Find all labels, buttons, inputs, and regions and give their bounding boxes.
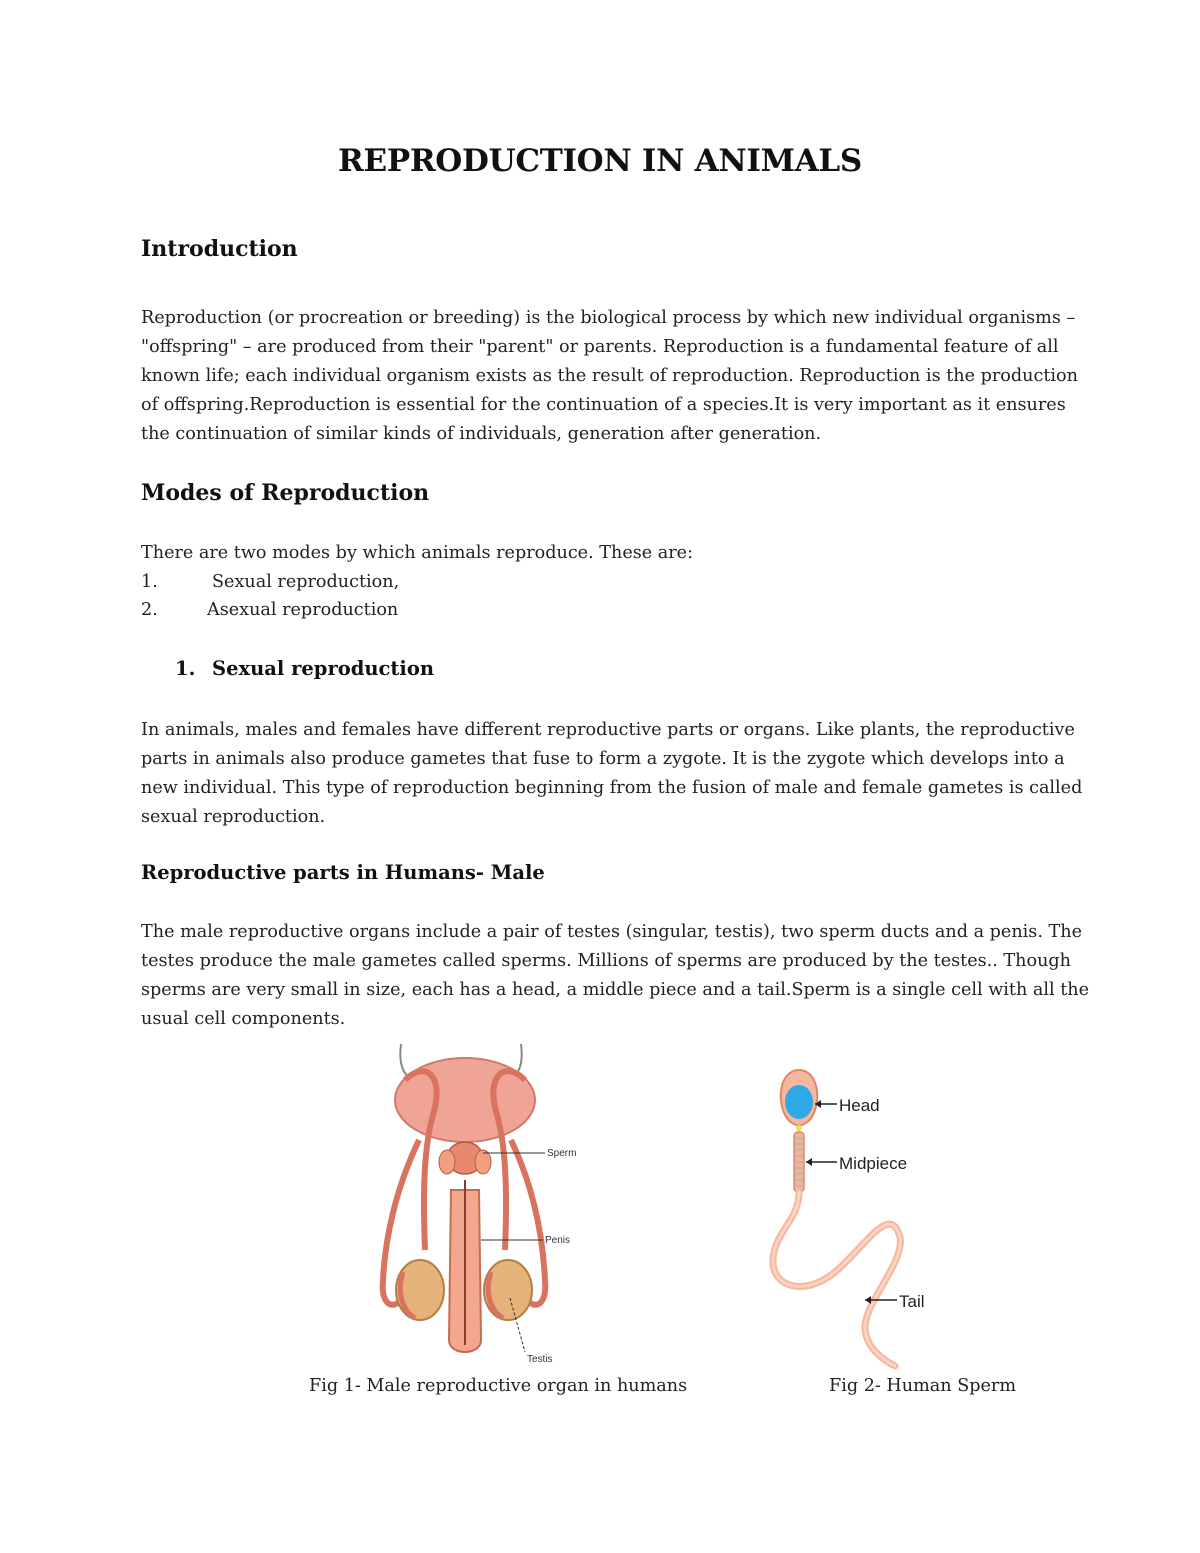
modes-list bbox=[141, 568, 400, 624]
left-testis-shape bbox=[396, 1260, 444, 1320]
list-item bbox=[141, 596, 399, 624]
tail-label: Tail bbox=[899, 1292, 925, 1311]
list-item-text: Asexual reproduction bbox=[207, 600, 399, 620]
head-label: Head bbox=[839, 1096, 880, 1115]
introduction-line: Reproduction (or procreation or breeding) is the biological process by which new individual organisms – bbox=[141, 308, 1076, 328]
sexual-reproduction-heading bbox=[175, 657, 434, 680]
sexual-line: sexual reproduction. bbox=[141, 807, 326, 827]
sexual-line: In animals, males and females have different reproductive parts or organs. Like plants, the reproductive bbox=[141, 720, 1075, 740]
male-line: sperms are very small in size, each has a head, a middle piece and a tail.Sperm is a single cell with all the bbox=[141, 980, 1090, 1000]
introduction-heading: Introduction bbox=[141, 236, 298, 262]
list-item-number: 1. bbox=[141, 572, 158, 592]
male-line: testes produce the male gametes called sperms. Millions of sperms are produced by the testes.. Though bbox=[141, 951, 1072, 971]
introduction-line: "offspring" – are produced from their "parent" or parents. Reproduction is a fundamental feature of all bbox=[141, 337, 1059, 357]
introduction-line: known life; each individual organism exists as the result of reproduction. Reproduction is the production bbox=[141, 366, 1078, 386]
figure-2-caption: Fig 2- Human Sperm bbox=[829, 1376, 1017, 1396]
document-title: REPRODUCTION IN ANIMALS bbox=[338, 143, 862, 179]
male-line: The male reproductive organs include a pair of testes (singular, testis), two sperm ducts and a penis. The bbox=[141, 922, 1082, 942]
sperm-nucleus-shape bbox=[785, 1085, 813, 1119]
list-item-number: 2. bbox=[141, 600, 158, 620]
modes-heading: Modes of Reproduction bbox=[141, 480, 430, 506]
sexual-reproduction-number: 1. bbox=[175, 657, 196, 680]
sexual-reproduction-title: Sexual reproduction bbox=[212, 657, 435, 680]
sexual-reproduction-paragraph bbox=[141, 716, 1083, 832]
human-sperm-figure bbox=[765, 1062, 955, 1372]
sperm-label: Sperm bbox=[547, 1148, 577, 1159]
sexual-line: new individual. This type of reproduction beginning from the fusion of male and female gametes is called bbox=[141, 778, 1083, 798]
male-line: usual cell components. bbox=[141, 1009, 346, 1029]
modes-intro bbox=[141, 539, 1071, 568]
introduction-paragraph bbox=[141, 304, 1078, 449]
male-parts-paragraph bbox=[141, 918, 1090, 1034]
introduction-line: of offspring.Reproduction is essential for the continuation of a species.It is very important as it ensures bbox=[141, 395, 1066, 415]
testis-label: Testis bbox=[527, 1354, 553, 1365]
penis-label: Penis bbox=[545, 1235, 571, 1246]
male-reproductive-organ-figure bbox=[375, 1040, 590, 1370]
list-item bbox=[141, 568, 400, 596]
list-item-text: Sexual reproduction, bbox=[212, 572, 400, 592]
male-parts-heading: Reproductive parts in Humans- Male bbox=[141, 861, 545, 884]
midpiece-label: Midpiece bbox=[839, 1154, 908, 1173]
figure-1-caption: Fig 1- Male reproductive organ in humans bbox=[309, 1376, 688, 1396]
right-testis-shape bbox=[484, 1260, 532, 1320]
introduction-line: the continuation of similar kinds of individuals, generation after generation. bbox=[141, 424, 822, 444]
modes-intro-text: There are two modes by which animals reproduce. These are: bbox=[141, 543, 694, 563]
sexual-line: parts in animals also produce gametes that fuse to form a zygote. It is the zygote which develops into a bbox=[141, 749, 1065, 769]
